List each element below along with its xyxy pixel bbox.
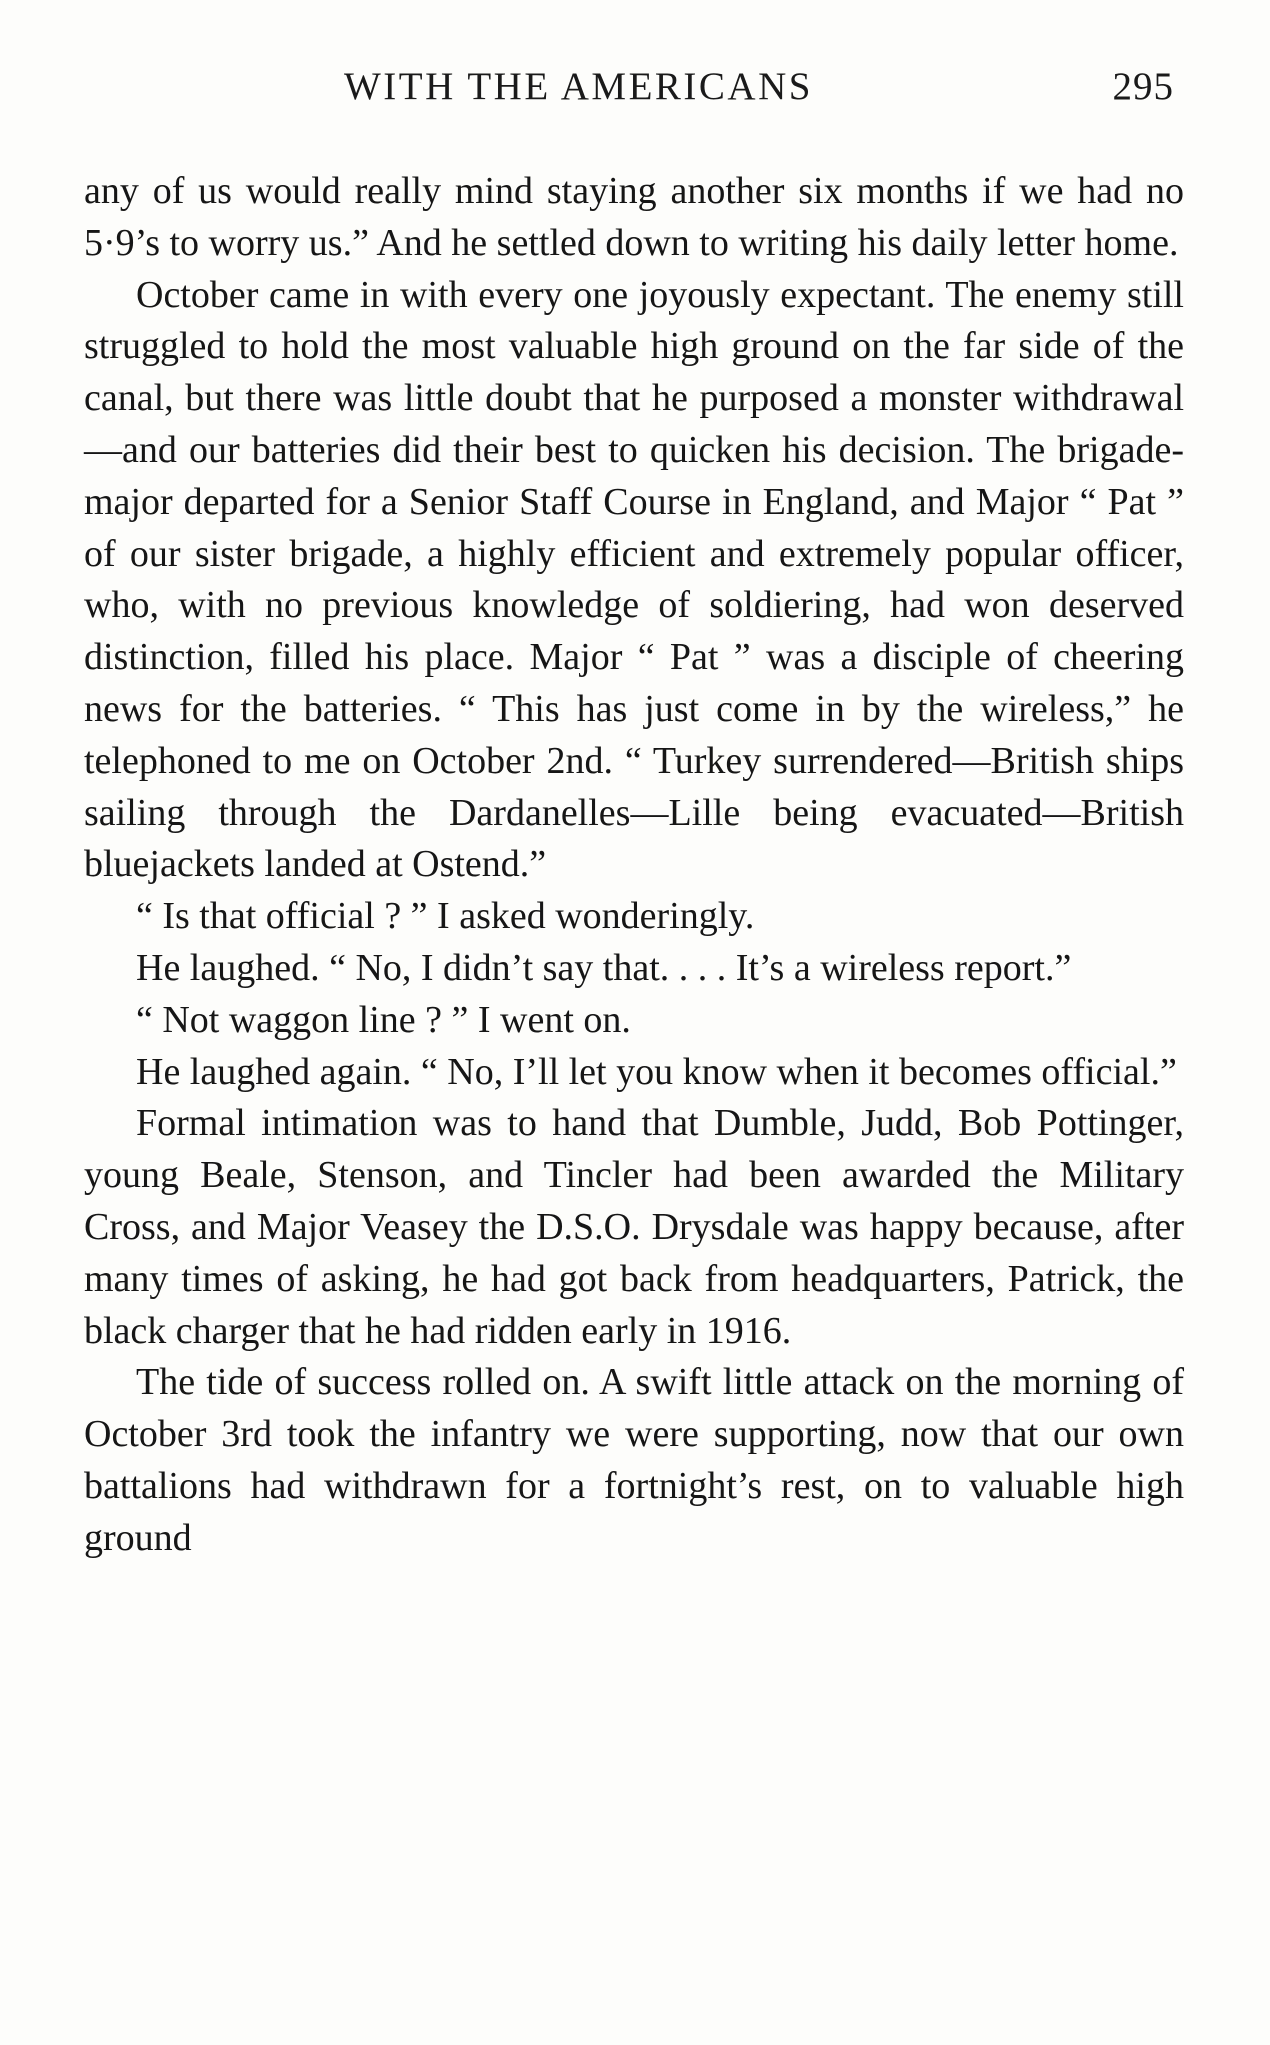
- body-text: [84, 166, 1184, 1565]
- paragraph: He laughed. “ No, I didn’t say that. . . . It’s a wireless report.”: [136, 946, 1072, 989]
- paragraph: “ Not waggon line ? ” I went on.: [136, 998, 631, 1041]
- paragraph: The tide of success rolled on. A swift little attack on the morning of October 3rd took the infantry we were supporting, now that our own battalions had withdrawn for a fortnight’s rest, on to valuable high ground: [84, 1361, 1184, 1559]
- paragraph: any of us would really mind staying another six months if we had no 5·9’s to worry us.” And he settled down to writing his daily letter home.: [84, 170, 1184, 264]
- running-title: WITH THE AMERICANS: [344, 65, 813, 108]
- paragraph: “ Is that official ? ” I asked wonderingly.: [136, 895, 755, 938]
- paragraph: October came in with every one joyously expectant. The enemy still struggled to hold the most valuable high ground on the far side of the canal, but there was little doubt that he purposed a monster withdrawal—and our batteries did their best to quicken his decision. The brigade-major departed for a Senior Staff Course in England, and Major “ Pat ” of our sister brigade, a highly efficient and extremely popular officer, who, with no previous knowledge of soldiering, had won deserved distinction, filled his place. Major “ Pat ” was a disciple of cheering news for the batteries. “ This has just come in by the wireless,” he telephoned to me on October 2nd. “ Turkey surrendered—British ships sailing through the Dardanelles—Lille being evacuated—British bluejackets landed at Ostend.”: [84, 273, 1184, 886]
- page-header: [84, 64, 1174, 114]
- paragraph: He laughed again. “ No, I’ll let you know when it becomes official.”: [136, 1050, 1177, 1093]
- page-number: 295: [1112, 65, 1174, 108]
- paragraph: Formal intimation was to hand that Dumble, Judd, Bob Pottinger, young Beale, Stenson, and Tincler had been awarded the Military Cross, and Major Veasey the D.S.O. Drysdale was happy because, after many times of asking, he had got back from headquarters, Patrick, the black charger that he had ridden early in 1916.: [84, 1102, 1184, 1352]
